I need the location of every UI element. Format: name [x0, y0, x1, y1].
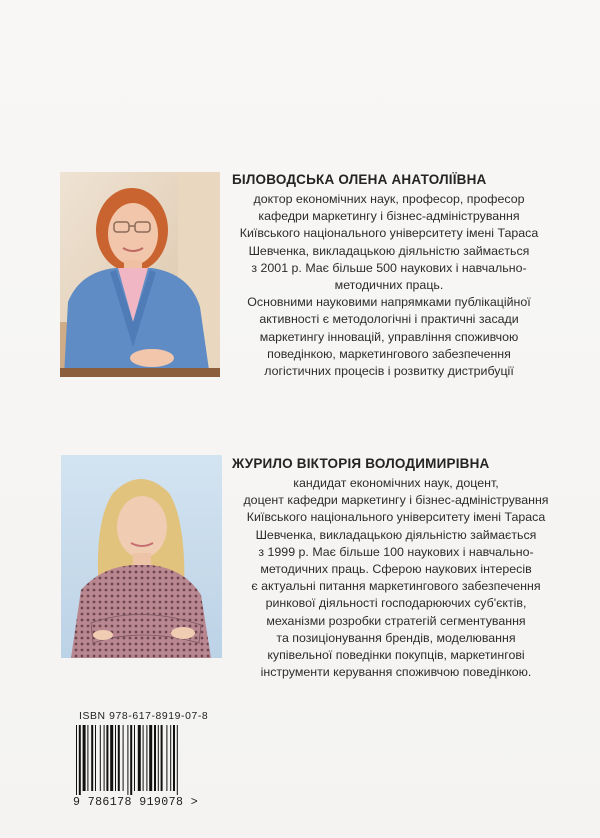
bio-line: Основними науковими напрямками публікаційної [247, 295, 531, 310]
bio-line: купівельної поведінки покупців, маркетингові [267, 648, 525, 663]
bio-line: Київського національного університету імені Тараса [246, 510, 546, 525]
author-photo-bilovodska [60, 172, 220, 377]
bio-line: доктор економічних наук, професор, професор [253, 192, 525, 206]
isbn-label: ISBN 978-617-8919-07-8 [79, 711, 209, 722]
bio-line: Шевченка, викладацькою діяльністю займається [248, 243, 530, 258]
author-bio [226, 475, 566, 681]
bio-line: з 2001 р. Має більше 500 наукових і навчально- [251, 260, 527, 275]
bio-line: ринкової діяльності господарюючих суб'єктів, [265, 596, 527, 611]
author-photo-zhurylo [61, 455, 222, 658]
bio-line: з 1999 р. Має більше 100 наукових і навчально- [258, 544, 534, 559]
bio-line: інструменти керування споживчою поведінкою. [260, 665, 532, 680]
bio-line: механізми розробки стратегій сегментування [266, 613, 526, 628]
barcode-icon [74, 725, 226, 795]
portrait-image [61, 455, 222, 658]
bio-line: доцент кафедри маркетингу і бізнес-адміністрування [243, 493, 549, 508]
bio-line: кандидат економічних наук, доцент, [293, 476, 499, 490]
bio-line: логістичних процесів і розвитку дистрибуції [264, 364, 514, 379]
bio-line: методичних праць. [334, 278, 444, 293]
portrait-image [60, 172, 220, 377]
bio-line: є актуальні питання маркетингового забезпечення [251, 579, 541, 594]
bio-line: кафедри маркетингу і бізнес-адміністрування [258, 209, 520, 224]
bio-line: методичних праць. Сферою наукових інтересів [260, 562, 532, 577]
bio-line: маркетингу інновацій, управління споживчою [259, 329, 519, 344]
bio-line: активності є методологічні і практичні засади [259, 312, 519, 327]
bio-line: поведінкою, маркетингового забезпечення [267, 346, 511, 361]
bio-line: Шевченка, викладацькою діяльністю займається [255, 527, 537, 542]
barcode-digits: 9 786178 919078 > [73, 796, 199, 809]
author-bio [226, 191, 552, 380]
bio-line: та позиціонування брендів, моделювання [276, 630, 516, 645]
author-name: ЖУРИЛО ВІКТОРІЯ ВОЛОДИМИРІВНА [232, 456, 490, 471]
bio-line: Київського національного університету імені Тараса [239, 226, 539, 241]
author-name: БІЛОВОДСЬКА ОЛЕНА АНАТОЛІЇВНА [232, 172, 487, 187]
